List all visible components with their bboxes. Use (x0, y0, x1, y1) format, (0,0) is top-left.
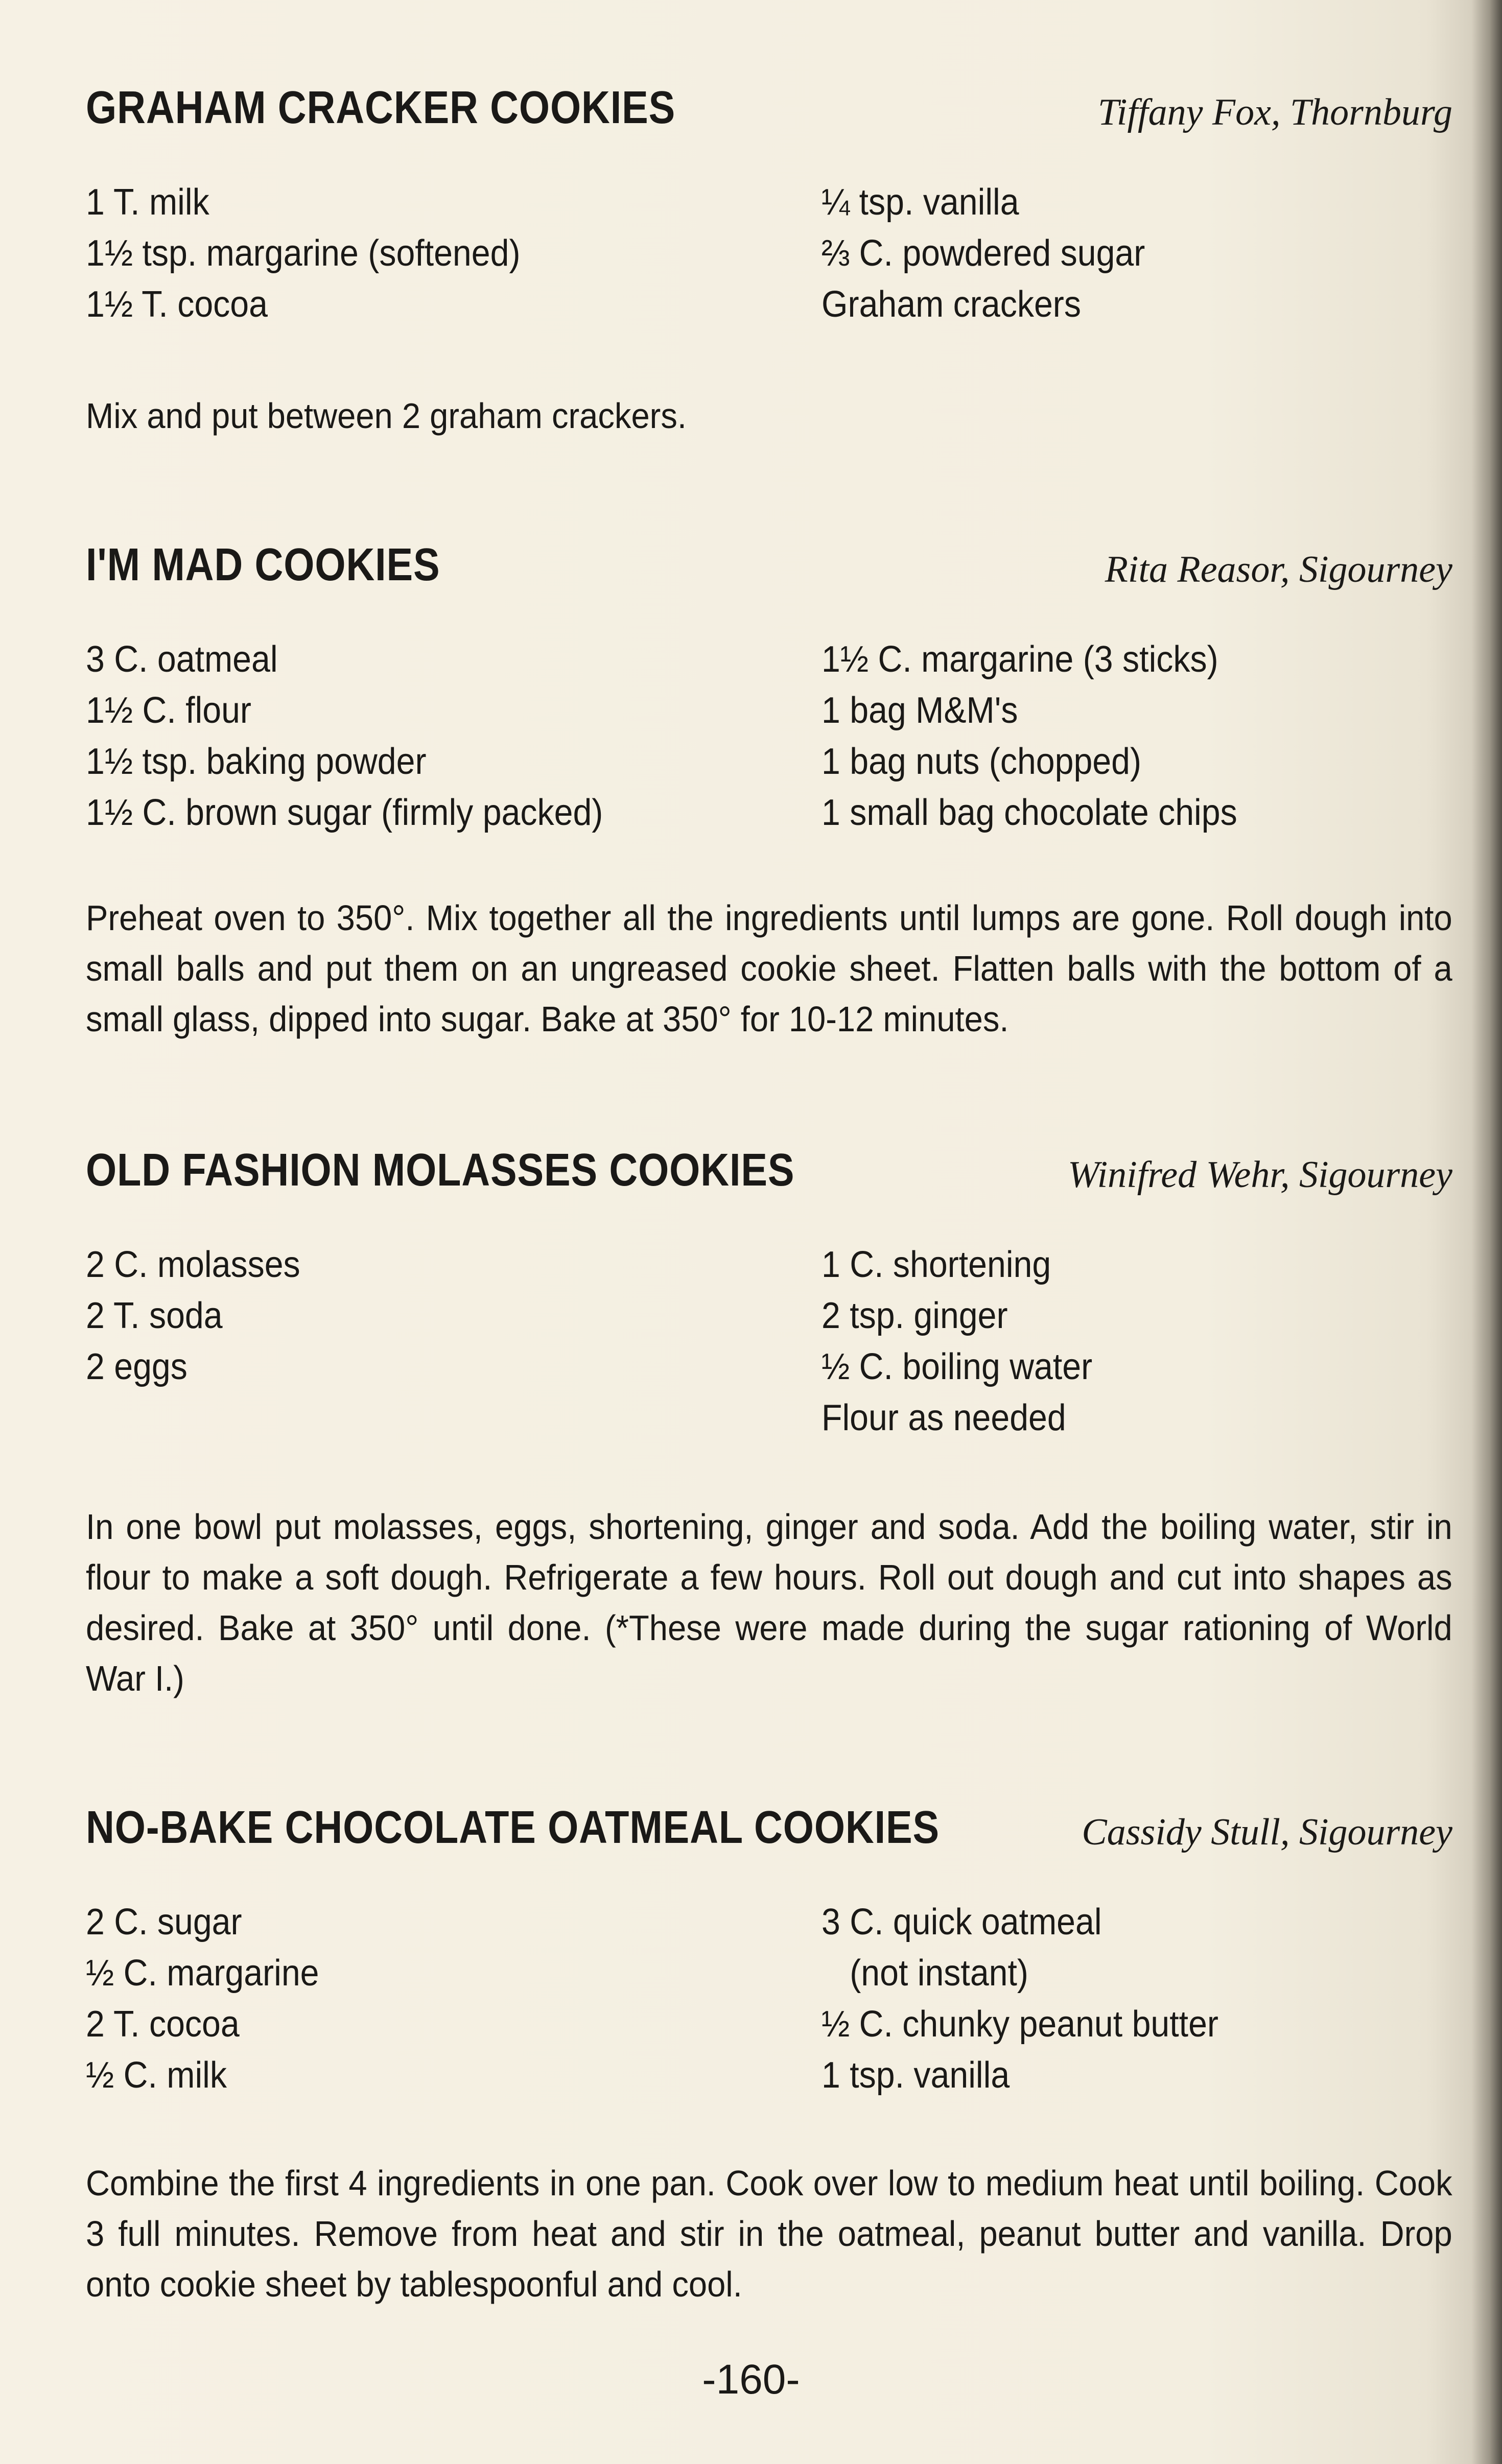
ingredients-left-column (86, 177, 558, 330)
recipe-title: I'M MAD COOKIES (86, 539, 440, 590)
ingredient: 1 C. shortening (822, 1244, 1051, 1285)
ingredients-right-column (822, 1239, 1116, 1443)
ingredient: 2 tsp. ginger (822, 1295, 1008, 1336)
recipe-instructions: Mix and put between 2 graham crackers. (86, 396, 687, 436)
ingredient: 1½ C. margarine (3 sticks) (822, 639, 1218, 680)
ingredient: ⅔ C. powdered sugar (822, 233, 1145, 274)
ingredient: 1½ C. flour (86, 690, 251, 731)
recipe-author: Tiffany Fox, Thornburg (1097, 91, 1452, 133)
recipe-no-bake-chocolate-oatmeal-cookies (86, 1802, 1452, 2101)
recipe-header (86, 82, 1452, 148)
ingredients-list (86, 634, 1452, 838)
ingredients-right-column (822, 634, 1274, 838)
ingredient: 2 eggs (86, 1346, 187, 1387)
recipe-instructions: Combine the first 4 ingredients in one pan. Cook over low to medium heat until boiling. Cook 3 full minutes. Remove from heat and stir in the oatmeal, peanut butter and vanilla. Drop onto cookie sheet by tablespoonful and cool. (86, 2163, 1452, 2304)
recipe-im-mad-cookies (86, 539, 1452, 838)
recipe-header (86, 539, 1452, 605)
ingredients-list (86, 177, 1452, 330)
ingredient: ½ C. boiling water (822, 1346, 1093, 1387)
ingredient: (not instant) (822, 1953, 1028, 1994)
ingredient: 1 bag nuts (chopped) (822, 741, 1142, 782)
ingredient: 1 small bag chocolate chips (822, 792, 1237, 833)
ingredient: 2 T. cocoa (86, 2004, 240, 2045)
ingredient: 1½ C. brown sugar (firmly packed) (86, 792, 603, 833)
ingredient: 2 T. soda (86, 1295, 223, 1336)
ingredients-left-column (86, 1239, 319, 1392)
ingredient: 2 C. sugar (86, 1902, 242, 1942)
recipe-title: NO-BAKE CHOCOLATE OATMEAL COOKIES (86, 1802, 940, 1853)
recipe-author: Winifred Wehr, Sigourney (1068, 1154, 1452, 1196)
recipe-instructions: Preheat oven to 350°. Mix together all the ingredients until lumps are gone. Roll dough into small balls and put them on an ungreased cookie sheet. Flatten balls with the bottom of a small glass, dipped into sugar. Bake at 350° for 10-12 minutes. (86, 898, 1452, 1039)
ingredient: 1½ tsp. baking powder (86, 741, 427, 782)
recipe-author: Rita Reasor, Sigourney (1105, 549, 1452, 590)
ingredients-right-column (822, 1897, 1253, 2101)
ingredient: ½ C. margarine (86, 1953, 319, 1994)
recipe-title: GRAHAM CRACKER COOKIES (86, 82, 676, 133)
recipe-header (86, 1802, 1452, 1868)
ingredient: 1½ T. cocoa (86, 284, 268, 325)
ingredients-right-column (822, 177, 1173, 330)
recipe-instructions: In one bowl put molasses, eggs, shortening, ginger and soda. Add the boiling water, stir in flour to make a soft dough. Refrigerate a few hours. Roll out dough and cut into shapes as desired. Bake at 350° until done. (*These were made during the sugar rationing of World War I.) (86, 1507, 1452, 1698)
recipe-title: OLD FASHION MOLASSES COOKIES (86, 1145, 795, 1196)
ingredient: 3 C. oatmeal (86, 639, 278, 680)
ingredients-list (86, 1897, 1452, 2101)
ingredient: ½ C. chunky peanut butter (822, 2004, 1218, 2045)
recipe-old-fashion-molasses-cookies (86, 1144, 1452, 1443)
ingredient: Graham crackers (822, 284, 1081, 325)
ingredient: 1 tsp. vanilla (822, 2055, 1010, 2096)
ingredient: 1 bag M&M's (822, 690, 1018, 731)
ingredient: 1½ tsp. margarine (softened) (86, 233, 521, 274)
recipe-author: Cassidy Stull, Sigourney (1082, 1811, 1452, 1853)
ingredient: Flour as needed (822, 1397, 1066, 1438)
ingredient: 3 C. quick oatmeal (822, 1902, 1102, 1942)
recipe-graham-cracker-cookies (86, 82, 1452, 330)
page-number: -160- (702, 2356, 800, 2403)
ingredient: ½ C. milk (86, 2055, 227, 2096)
ingredients-left-column (86, 1897, 339, 2101)
ingredients-left-column (86, 634, 648, 838)
ingredient: 2 C. molasses (86, 1244, 300, 1285)
ingredient: 1 T. milk (86, 182, 209, 223)
ingredient: ¼ tsp. vanilla (822, 182, 1019, 223)
recipe-header (86, 1144, 1452, 1211)
ingredients-list (86, 1239, 1452, 1443)
page-edge-shadow (1471, 0, 1502, 2464)
